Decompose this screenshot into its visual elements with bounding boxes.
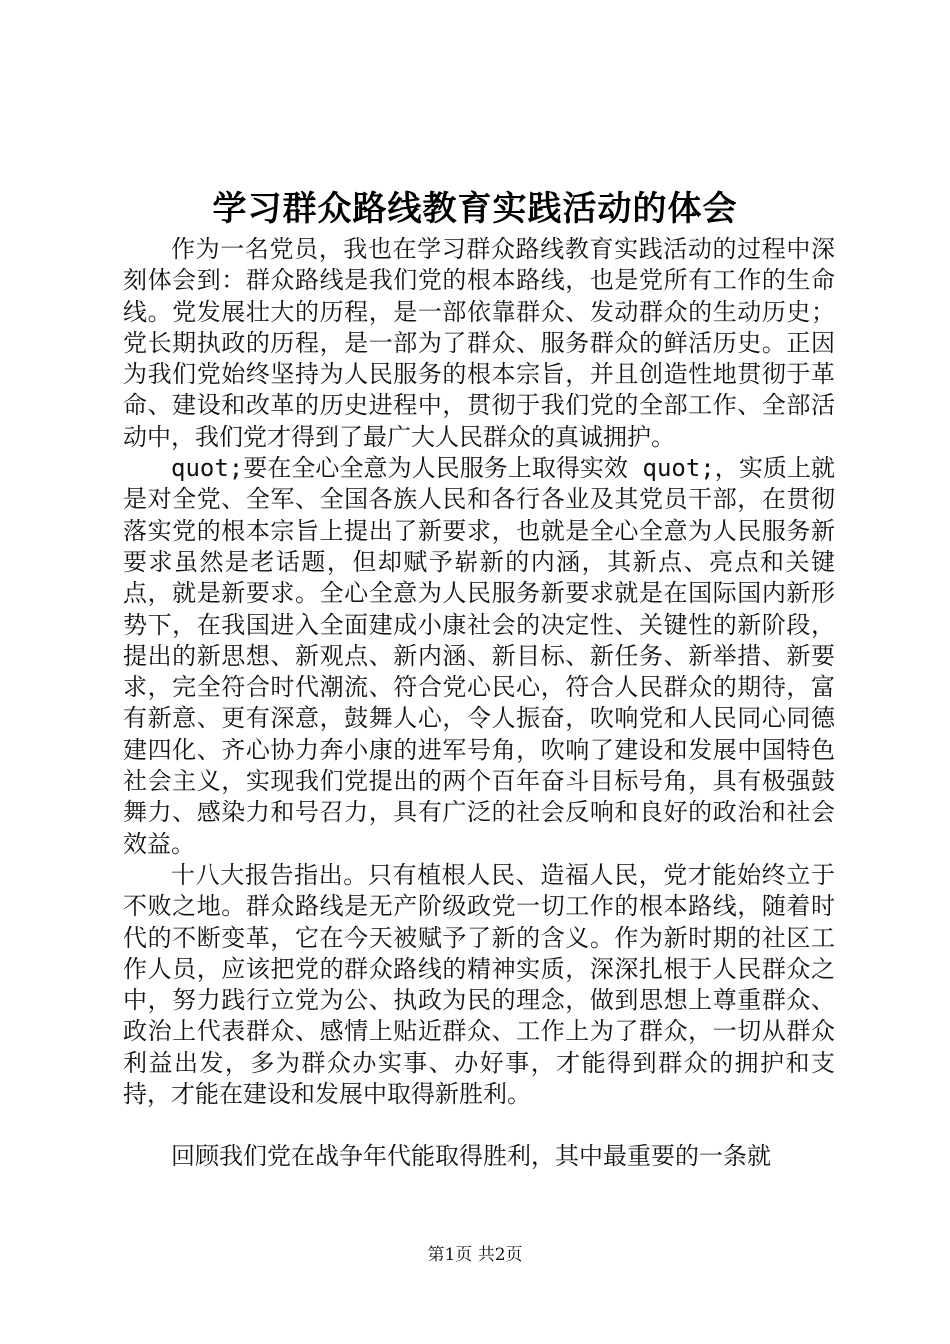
paragraph-3: 十八大报告指出。只有植根人民、造福人民，党才能始终立于不败之地。群众路线是无产阶级政党一切工作的根本路线，随着时代的不断变革，它在今天被赋予了新的含义。作为新时期的社区工作人员，应该把党的群众路线的精神实质，深深扎根于人民群众之中，努力践行立党为公、执政为民的理念，做到思想上尊重群众、政治上代表群众、感情上贴近群众、工作上为了群众，一切从群众利益出发，多为群众办实事、办好事，才能得到群众的拥护和支持，才能在建设和发展中取得新胜利。 (123, 860, 835, 1109)
page-title: 学习群众路线教育实践活动的体会 (212, 189, 738, 229)
paragraph-2: quot;要在全心全意为人民服务上取得实效 quot;，实质上就是对全党、全军、全国各族人民和各行各业及其党员干部，在贯彻落实党的根本宗旨上提出了新要求，也就是全心全意为人民服务新要求虽然是老话题，但却赋予崭新的内涵，其新点、亮点和关键点，就是新要求。全心全意为人民服务新要求就是在国际国内新形势下，在我国进入全面建成小康社会的决定性、关键性的新阶段，提出的新思想、新观点、新内涵、新目标、新任务、新举措、新要求，完全符合时代潮流、符合党心民心，符合人民群众的期待，富有新意、更有深意，鼓舞人心，令人振奋，吹响党和人民同心同德建四化、齐心协力奔小康的进军号角，吹响了建设和发展中国特色社会主义，实现我们党提出的两个百年奋斗目标号角，具有极强鼓舞力、感染力和号召力，具有广泛的社会反响和良好的政治和社会效益。 (123, 454, 835, 858)
paragraph-1: 作为一名党员，我也在学习群众路线教育实践活动的过程中深刻体会到：群众路线是我们党的根本路线，也是党所有工作的生命线。党发展壮大的历程，是一部依靠群众、发动群众的生动历史；党长期执政的历程，是一部为了群众、服务群众的鲜活历史。正因为我们党始终坚持为人民服务的根本宗旨，并且创造性地贯彻于革命、建设和改革的历史进程中，贯彻于我们党的全部工作、全部活动中，我们党才得到了最广大人民群众的真诚拥护。 (123, 235, 835, 451)
page-number: 第1页 共2页 (427, 1245, 523, 1265)
document-body (123, 234, 835, 1173)
paragraph-4: 回顾我们党在战争年代能取得胜利，其中最重要的一条就 (171, 1142, 771, 1171)
